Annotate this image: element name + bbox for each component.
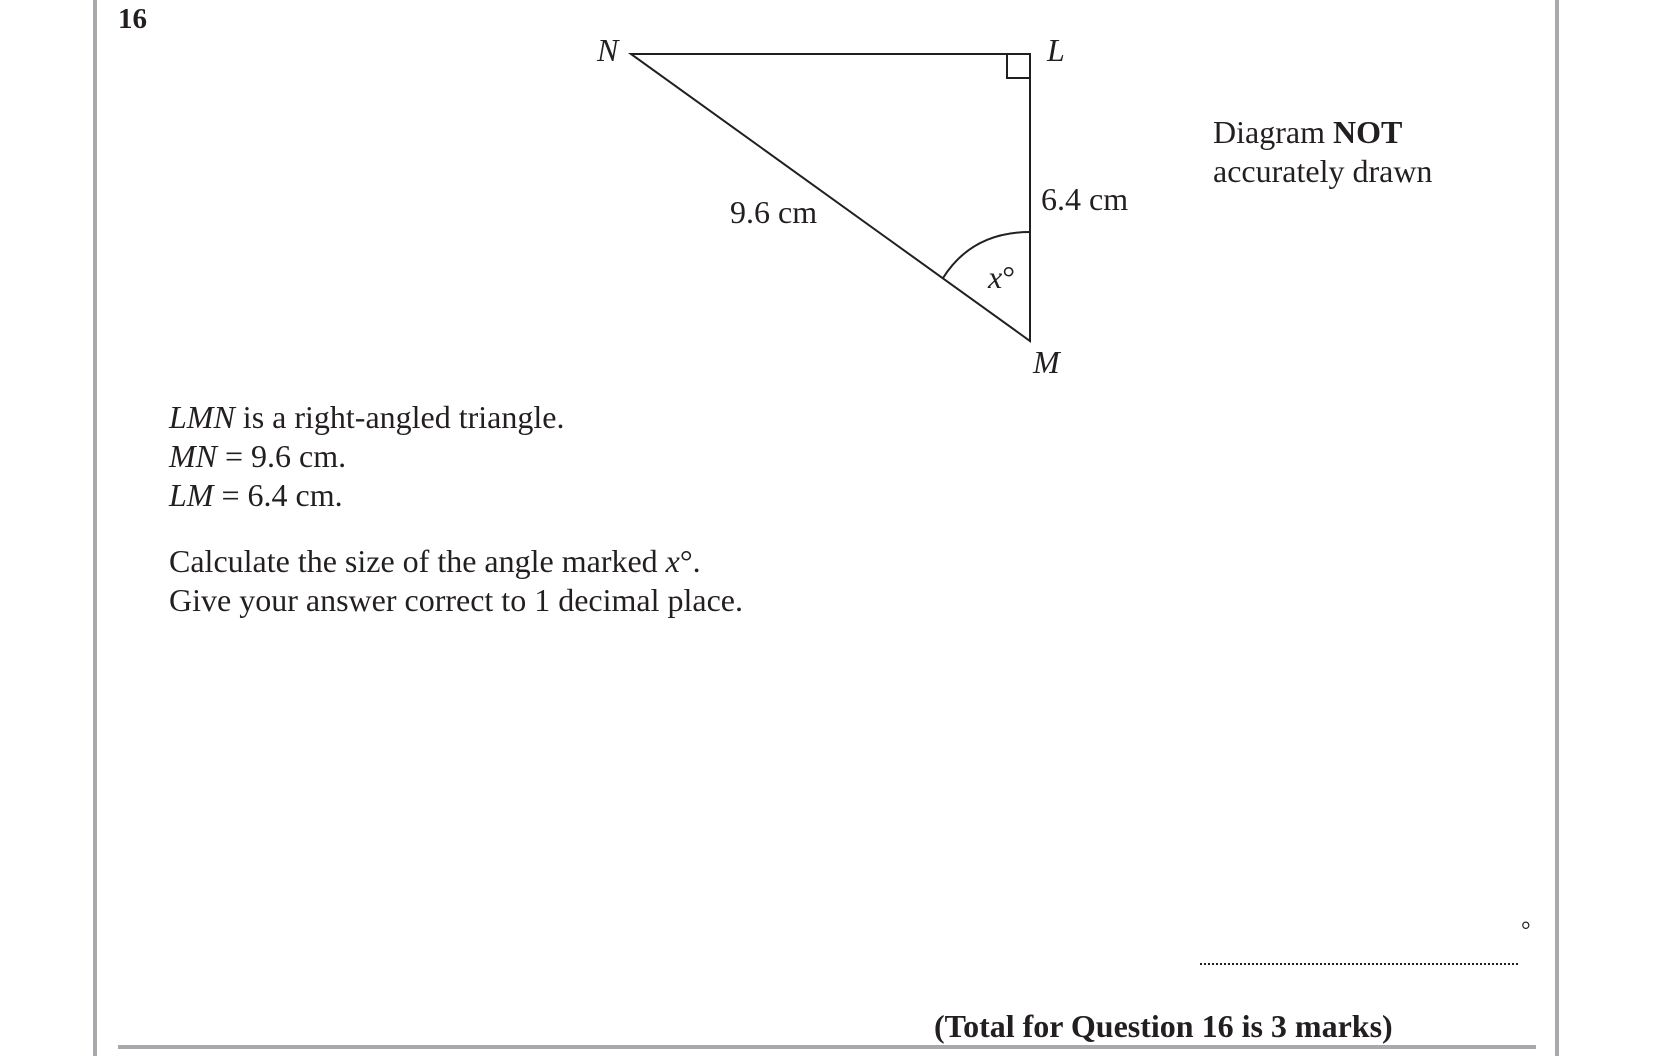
right-angle-marker bbox=[1007, 54, 1030, 78]
angle-label-degree: ° bbox=[1002, 259, 1015, 295]
fact-line bbox=[169, 437, 564, 476]
question-number: 16 bbox=[118, 3, 147, 35]
triangle-lmn bbox=[631, 54, 1030, 341]
diagram-note bbox=[1213, 113, 1432, 191]
task-line-1 bbox=[169, 542, 743, 581]
task-line-1-text: Calculate the size of the angle marked bbox=[169, 543, 666, 579]
answer-unit: ° bbox=[1521, 918, 1531, 944]
fact-line bbox=[169, 476, 564, 515]
task-line-2: Give your answer correct to 1 decimal place. bbox=[169, 582, 743, 618]
angle-label bbox=[987, 259, 1015, 295]
vertex-label-n: N bbox=[597, 32, 619, 68]
angle-label-variable: x bbox=[988, 259, 1003, 295]
fact-variable: LM bbox=[169, 477, 214, 513]
diagram-note-emphasis: NOT bbox=[1332, 114, 1403, 150]
fact-line bbox=[169, 398, 564, 437]
fact-variable: MN bbox=[169, 438, 217, 474]
fact-variable: LMN bbox=[169, 399, 235, 435]
diagram-note-line2: accurately drawn bbox=[1213, 153, 1433, 189]
task-line-1-variable: x bbox=[665, 543, 680, 579]
vertex-label-l: L bbox=[1047, 32, 1065, 68]
diagram-note-prefix: Diagram bbox=[1213, 114, 1333, 150]
side-label-lm: 6.4 cm bbox=[1041, 181, 1129, 217]
answer-line[interactable] bbox=[1200, 963, 1518, 965]
fact-text: = 6.4 cm. bbox=[213, 477, 343, 513]
fact-text: = 9.6 cm. bbox=[217, 438, 347, 474]
side-label-mn: 9.6 cm bbox=[730, 194, 818, 230]
given-facts bbox=[169, 398, 564, 515]
angle-arc bbox=[943, 232, 1030, 278]
fact-text: is a right-angled triangle. bbox=[234, 399, 565, 435]
vertex-label-m: M bbox=[1033, 344, 1060, 380]
task-line-1-suffix: °. bbox=[679, 543, 701, 579]
total-marks: (Total for Question 16 is 3 marks) bbox=[934, 1008, 1393, 1044]
question-task bbox=[169, 542, 743, 620]
